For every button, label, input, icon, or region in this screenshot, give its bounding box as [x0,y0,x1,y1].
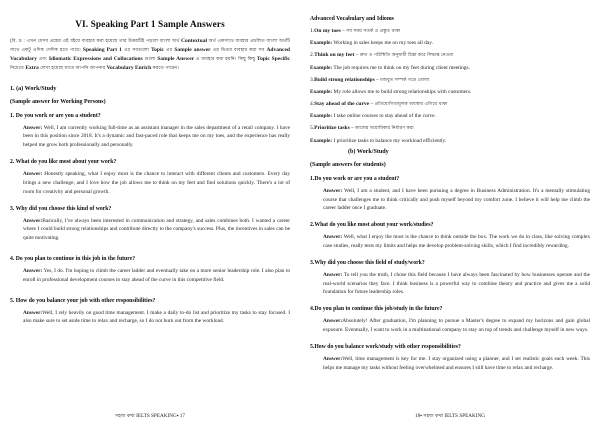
vocabulary-item-dash: – [349,125,356,132]
qa-block [310,222,590,251]
right-page-footer [300,413,600,421]
vocabulary-item [310,100,590,108]
question-text: 5.How do you balance work/study with other responsibilities? [310,343,461,350]
answer-body: Well, I rely heavily on good time management. I make a daily to-do list and prioritize my tasks to stay focused. I also make sure to set aside time to relax and recharge, so I do not burn out from the workload. [23,309,290,325]
vocabulary-item-number: 5. [310,125,315,132]
example-label: Example: [310,64,333,71]
answer-body: Absolutely! After graduation, I'm planning to pursue a Master's degree to expand my horizons and gain global exposure. Eventually, I want to work in a multinational company to stay on top of trends and challenge myself in new ways. [323,318,590,334]
answer-text [10,124,290,150]
example-label: Example: [310,113,333,120]
intro-text-9: নিচেতে [10,64,26,70]
question-text: 4.Do you plan to continue this job/study in the future? [310,306,443,313]
example-body: I take online courses to stay ahead of the curve. [332,113,436,120]
vocabulary-example [310,137,590,145]
intro-term-sample-answer-2: Sample Answer [157,55,195,62]
intro-text-10: লেখা হয়েছে যাতে আপনি আপনার [38,64,107,70]
answer-body: To tell you the truth, I chose this field because I have always been fascinated by how businesses operate and the real-world scenarios they face. I think business is a powerful way to combine theory and practice and gives me a solid foundation for future leadership roles. [323,271,590,296]
vocabulary-example [310,88,590,96]
vocabulary-item-term: Prioritize tasks [314,125,350,132]
question-text: 3. Why did you choose this kind of work? [10,205,112,212]
qa-block [310,176,590,213]
vocabulary-item-term: Stay ahead of the curve [314,101,370,108]
page-title: VI. Speaking Part 1 Sample Answers [75,20,225,30]
vocabulary-example [310,64,590,72]
intro-term-vocabulary-enrich: Vocabulary Enrich [106,64,152,71]
answer-text [310,271,590,297]
subheading-students: (Sample answers for students) [310,161,386,168]
qa-block [310,344,590,373]
intro-term-idiomatic-expressions: Idiomatic Expressions and Collocations [48,55,143,62]
answer-text [310,233,590,251]
question-text: 2. What do you like most about your work? [10,159,117,166]
answer-text [10,267,290,285]
answer-text [10,170,290,196]
example-body: Working in sales keeps me on my toes all day. [332,40,433,47]
qa-block [310,260,590,297]
intro-text-3: এর সবগুলো [121,46,151,52]
question-text: 2.What do you like most about your work/studies? [310,222,434,229]
subheading-working-persons: (Sample answer for Working Persons) [10,98,106,105]
answer-body: Honestly speaking, what I enjoy most is the chance to interact with different clients and customers. Every day brings a new challenge, and I love how the job allows me to think on my feet and find solutions quickly. There's a lot of room for creativity and personal growth. [23,171,290,195]
qa-block [10,298,290,327]
vocabulary-item-meaning: প্রতিযোগিতামূলক অবস্থায় এগিয়ে থাকা [374,101,448,107]
section-heading-work-study-b: (b) Work/Study [348,148,389,155]
answer-label: Answer: [23,309,43,316]
footer-separator-icon: ▪ [420,414,422,419]
intro-note-paragraph [10,37,290,73]
question-text: 3.Why did you choose this field of study/work? [310,259,425,266]
vocabulary-item [310,76,590,84]
answer-body: Well, I am a student, and I have been pursuing a degree in Business Administration. It's a mentally stimulating course that challenges me to think critically and push myself beyond my comfort zone. I believe it will help me climb the career ladder once I graduate. [323,187,590,212]
footer-page-number: 17 [179,413,185,419]
answer-label: Answer: [23,124,43,131]
vocabulary-example [310,112,590,120]
example-body: I prioritize tasks to balance my workload efficiently. [332,137,447,144]
example-label: Example: [310,40,333,47]
answer-label: Answer: [323,355,343,362]
section-heading-work-study-a: 1. (a) Work/Study [10,85,57,92]
question-text: 4. Do you plan to continue in this job in the future? [10,255,136,262]
vocabulary-item-number: 1. [310,28,315,34]
vocabulary-example [310,39,590,47]
qa-block [10,206,290,243]
answer-label: Answer: [323,234,343,241]
intro-term-sample-answer: Sample answer [174,46,211,53]
vocabulary-item [310,124,590,132]
answer-label: Answer: [323,187,343,194]
qa-block [10,113,290,150]
vocabulary-item-meaning: দ্রুত ও পরিস্থিতি অনুযায়ী চিন্তা করে সিদ্ধান্ত নেওয়া [359,52,454,58]
vocabulary-item-dash: – [374,76,381,83]
intro-term-speaking-part: Speaking Part 1 [82,46,122,53]
intro-text-1: (বি. দ্র : এখন যেসব প্রশ্নের এই বইয়ে ব্যবহার করা হয়েছে তার উত্তরটিই পড়লে বাংলা অর্থ [10,38,181,43]
intro-term-advanced-vocabulary: Advanced Vocabulary [10,46,290,62]
vocabulary-item-dash: – [354,52,360,59]
answer-body: Basically, I've always been interested in communication and strategy, and sales combines both. I wanted a career where I could build strong relationships and contribute directly to the company's success. Plus, the incentives in sales can be quite motivating. [23,217,290,242]
question-text: 1.Do you work or are you a student? [310,175,400,182]
vocabulary-item-dash: – [369,101,375,108]
vocabulary-item-term: On my toes [314,28,341,34]
answer-body: Well, I am currently working full-time as an assistant manager in the sales department of a retail company. I have been in this position since 2018. It's a dynamic and fast-paced role that keeps me on my toes, and the experience has really helped me grow both professionally and personally. [23,124,290,149]
example-body: The job requires me to think on my feet during client meetings. [332,64,470,71]
vocabulary-item [310,27,590,35]
answer-text [310,187,590,213]
vocabulary-item-meaning: কাজের অগ্রাধিকার নির্ধারণ করা [355,125,414,131]
intro-term-topic-specific: Topic Specific [256,55,290,62]
intro-text-6: এবং [37,55,49,61]
answer-text [310,317,590,335]
intro-text-2: অর্থ একসাথে ব্যবহার প্রচলিত বাংলা অর্থটি সাথে একটু এদিক সেদিক হতে পারে। [10,38,290,52]
answer-body: Well, time management is key for me. I stay organized using a planner, and I set realistic goals each week. This helps me manage my tasks without feeling overwhelmed and ensures I still have time to relax and recharge. [323,355,590,371]
intro-term-topic: Topic [150,46,164,53]
answer-label: Answer: [23,267,43,274]
answer-label: Answer: [23,171,43,178]
answer-body: Yes, I do. I'm hoping to climb the career ladder and eventually take on a more senior leadership role. I also plan to enroll in professional development courses to stay ahead of the curve in this competitive field. [23,267,290,283]
footer-brand-bn: সহজ কথা [423,414,444,419]
answer-label: Answer: [23,217,43,224]
example-label: Example: [310,137,333,144]
vocabulary-heading: Advanced Vocabulary and Idioms [310,16,394,22]
answer-text [310,355,590,373]
vocabulary-item-term: Think on my feet [314,52,355,59]
answer-body: Well, what I enjoy the most is the chance to think outside the box. The work we do in class, like solving complex case studies, really tests my limits and helps me develop problem-solving skills, which I find incredibly rewarding. [323,234,590,250]
example-body: My role allows me to build strong relationships with customers. [332,88,472,95]
qa-block [10,159,290,196]
vocabulary-item-number: 3. [310,76,315,83]
vocabulary-item-dash: – [340,28,347,34]
answer-text [10,217,290,243]
answer-label: Answer: [323,318,343,325]
question-text: 5. How do you balance your job with other responsibilities? [10,297,156,304]
qa-block [10,256,290,285]
intro-text-8: এ ব্যবহার করা হয়নি। কিছু কিছু [194,55,257,61]
right-page [300,0,600,437]
intro-text-5: এর ভিতর ব্যবহার করা সব [210,46,267,52]
answer-text [10,309,290,327]
left-page-footer [0,413,300,421]
footer-page-number: 18 [415,413,421,419]
footer-brand-en: IELTS SPEAKING [444,413,485,419]
intro-term-extra: Extra [25,64,39,71]
footer-brand-en: IELTS SPEAKING [136,413,177,419]
qa-block [310,306,590,335]
footer-separator-icon: ▪ [176,414,179,419]
vocabulary-item [310,51,590,59]
intro-text-11: করতে পারেন। [151,64,179,70]
vocabulary-item-meaning: মজবুত সম্পর্ক গড়ে তোলা [380,76,430,82]
example-label: Example: [310,88,333,95]
intro-text-7: গুলো [142,55,158,61]
intro-term-contextual: Contextual [181,38,207,44]
vocabulary-item-number: 2. [310,52,315,59]
vocabulary-item-number: 4. [310,101,315,108]
vocabulary-item-meaning: সব সময় সতর্ক ও প্রস্তুত থাকা [346,28,401,33]
footer-brand-bn: সহজ কথা [115,414,135,419]
vocabulary-item-term: Build strong relationships [314,76,375,83]
intro-text-4: এর [163,46,175,52]
question-text: 1. Do you work or are you a student? [10,112,101,119]
answer-label: Answer: [323,271,343,278]
